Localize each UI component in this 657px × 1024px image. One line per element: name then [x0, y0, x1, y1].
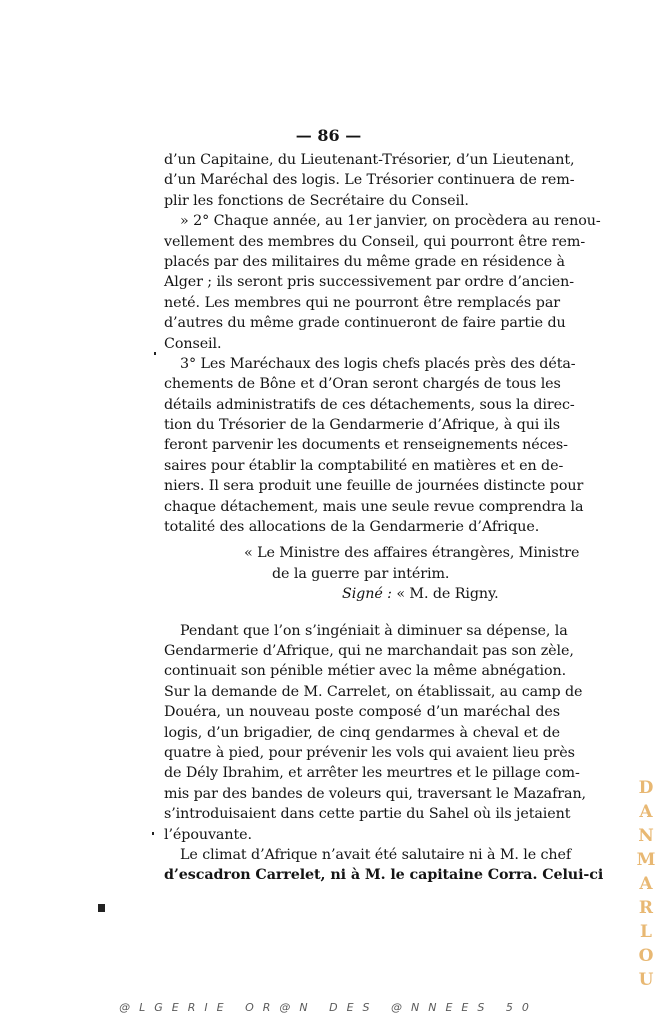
- signature-line-2: de la guerre par intérim.: [272, 565, 450, 582]
- text-line: logis, d’un brigadier, de cinq gendarmes à cheval et de: [164, 724, 560, 741]
- text-line: saires pour établir la comptabilité en matières et en de-: [164, 457, 564, 474]
- ink-speck: [98, 904, 105, 912]
- text-line: niers. Il sera produit une feuille de journées distincte pour: [164, 478, 584, 495]
- signed-label: Signé :: [342, 586, 392, 603]
- text-line: Le climat d’Afrique n’avait été salutaire ni à M. le chef: [180, 846, 572, 863]
- signature-line-1: « Le Ministre des affaires étrangères, Ministre: [244, 545, 580, 562]
- text-line: d’un Maréchal des logis. Le Trésorier continuera de rem-: [164, 172, 575, 189]
- signed-name: « M. de Rigny.: [396, 586, 499, 603]
- text-line: chaque détachement, mais une seule revue comprendra la: [164, 498, 584, 515]
- text-line: feront parvenir les documents et renseignements néces-: [164, 437, 568, 454]
- text-line: d’autres du même grade continueront de faire partie du: [164, 315, 566, 332]
- text-line: chements de Bône et d’Oran seront chargés de tous les: [164, 376, 561, 393]
- text-line: Alger ; ils seront pris successivement par ordre d’ancien-: [164, 274, 574, 291]
- text-line: mis par des bandes de voleurs qui, traversant le Mazafran,: [164, 785, 586, 802]
- text-line: de Dély Ibrahim, et arrêter les meurtres et le pillage com-: [164, 765, 580, 782]
- body-text: [164, 150, 604, 886]
- paragraph-block-2: [164, 621, 604, 886]
- text-line: Conseil.: [164, 335, 222, 352]
- ink-speck: [154, 352, 156, 355]
- text-line: l’épouvante.: [164, 826, 252, 843]
- footer-watermark: @LGERIE OR@N DES @NNEES 50: [119, 1001, 538, 1014]
- text-line: détails administratifs de ces détachements, sous la direc-: [164, 396, 575, 413]
- ink-speck: [152, 832, 154, 835]
- text-line: Pendant que l’on s’ingéniait à diminuer sa dépense, la: [180, 622, 568, 639]
- text-line: Sur la demande de M. Carrelet, on établissait, au camp de: [164, 683, 583, 700]
- paragraph-block-1: [164, 150, 601, 537]
- text-line: placés par des militaires du même grade en résidence à: [164, 253, 565, 270]
- text-line: d’escadron Carrelet, ni à M. le capitaine Corra. Celui-ci: [164, 867, 604, 884]
- text-line: vellement des membres du Conseil, qui pourront être rem-: [164, 233, 586, 250]
- text-line: d’un Capitaine, du Lieutenant-Trésorier, d’un Lieutenant,: [164, 152, 575, 168]
- text-line: totalité des allocations de la Gendarmerie d’Afrique.: [164, 519, 540, 536]
- text-line: quatre à pied, pour prévenir les vols qui avaient lieu près: [164, 744, 575, 761]
- page-number: — 86 —: [295, 126, 362, 145]
- text-line: neté. Les membres qui ne pourront être remplacés par: [164, 294, 560, 311]
- text-line: plir les fonctions de Secrétaire du Conseil.: [164, 192, 469, 209]
- text-line: tion du Trésorier de la Gendarmerie d’Afrique, à qui ils: [164, 417, 560, 434]
- text-line: Douéra, un nouveau poste composé d’un maréchal des: [164, 704, 560, 721]
- signature-signed: [342, 584, 560, 604]
- text-line: 3° Les Maréchaux des logis chefs placés près des déta-: [180, 355, 576, 372]
- text-line: » 2° Chaque année, au 1er janvier, on procèdera au renou-: [180, 213, 601, 230]
- text-line: continuait son pénible métier avec la même abnégation.: [164, 663, 567, 680]
- text-line: Gendarmerie d’Afrique, qui ne marchandait pas son zèle,: [164, 642, 574, 659]
- vertical-watermark: D A N M A R L O U: [636, 778, 656, 990]
- text-line: s’introduisaient dans cette partie du Sahel où ils jetaient: [164, 806, 571, 823]
